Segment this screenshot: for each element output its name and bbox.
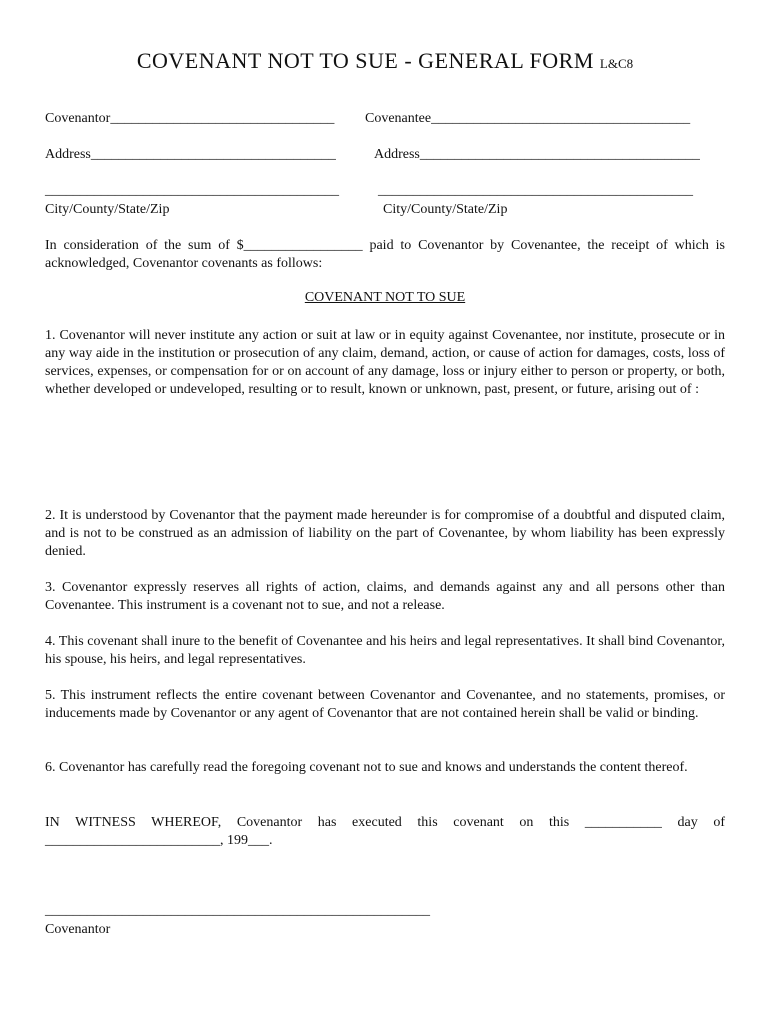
clause-3: 3. Covenantor expressly reserves all rights of action, claims, and demands against any and all persons other than Covenantee. This instrument is a covenant not to sue, and not a release.	[45, 580, 725, 613]
signature-line[interactable]: _______________________________________________________	[45, 903, 430, 918]
covenantee-field[interactable]: Covenantee_____________________________________	[365, 111, 691, 126]
city-line-left[interactable]: __________________________________________	[45, 183, 339, 198]
clause-4: 4. This covenant shall inure to the benefit of Covenantee and his heirs and legal representatives. It shall bind Covenantor, his spouse, his heirs, and legal representatives.	[45, 634, 725, 667]
covenantor-field[interactable]: Covenantor________________________________	[45, 111, 335, 126]
document-title	[0, 48, 770, 74]
signature-label: Covenantor	[45, 922, 111, 937]
clause-1: 1. Covenantor will never institute any action or suit at law or in equity against Covenantee, nor institute, prosecute or in any way aide in the institution or prosecution of any claim, demand, action, or cause of action for damages, costs, loss of services, expenses, or compensation for or on account of any damage, loss or injury either to person or property, or both, whether developed or undeveloped, resulting or to result, known or unknown, past, present, or future, arising out of :	[45, 328, 725, 397]
clause-2: 2. It is understood by Covenantor that the payment made hereunder is for compromise of a doubtful and disputed claim, and is not to be construed as an admission of liability on the part of Covenantee, by whom liability has been expressly denied.	[45, 508, 725, 559]
city-label-left: City/County/State/Zip	[45, 202, 170, 217]
clause-6: 6. Covenantor has carefully read the foregoing covenant not to sue and knows and understands the content thereof.	[45, 760, 688, 775]
address-left-field[interactable]: Address___________________________________	[45, 147, 336, 162]
city-label-right: City/County/State/Zip	[383, 202, 508, 217]
clause-5: 5. This instrument reflects the entire covenant between Covenantor and Covenantee, and no statements, promises, or inducements made by Covenantor or any agent of Covenantor that are not contained herein shall be valid or binding.	[45, 688, 725, 721]
witness-paragraph: IN WITNESS WHEREOF, Covenantor has executed this covenant on this ___________ day of _________________________, 199___.	[45, 815, 725, 848]
section-heading: COVENANT NOT TO SUE	[304, 290, 466, 305]
city-line-right[interactable]: _____________________________________________	[378, 183, 693, 198]
title-text: COVENANT NOT TO SUE - GENERAL FORM	[136, 48, 594, 73]
consideration-paragraph: In consideration of the sum of $_________________ paid to Covenantor by Covenantee, the receipt of which is acknowledged, Covenantor covenants as follows:	[45, 238, 725, 271]
address-right-field[interactable]: Address________________________________________	[374, 147, 700, 162]
form-code: L&C8	[599, 56, 634, 71]
